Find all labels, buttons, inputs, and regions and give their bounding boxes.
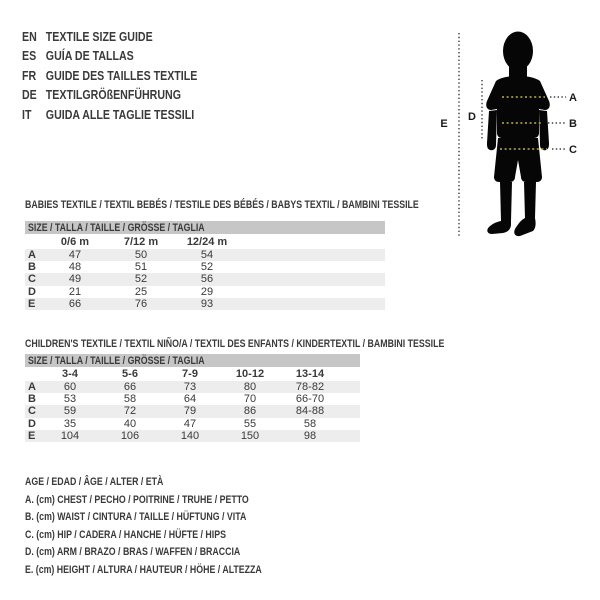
language-code: FR [22, 68, 37, 83]
table-cell: 104 [60, 429, 80, 442]
table-cell: 52 [134, 273, 148, 286]
table-cell: 58 [303, 417, 317, 430]
table-cell: 51 [134, 261, 148, 274]
column-header: 7/12 m [123, 235, 159, 248]
table-cell: 86 [243, 405, 257, 418]
column-header: 12/24 m [186, 235, 228, 248]
row-cells [42, 286, 240, 298]
babies-size-header-bar [25, 221, 385, 234]
children-size-header-text: SIZE / TALLA / TAILLE / GRÖSSE / TAGLIA [28, 354, 205, 367]
legend-line: A. (cm) CHEST / PECHO / POITRINE / TRUHE / PETTO [25, 493, 249, 506]
language-code: EN [22, 30, 37, 44]
row-label: B [28, 261, 36, 274]
table-cell: 29 [200, 285, 214, 298]
table-cell: 66 [123, 381, 137, 394]
table-cell: 60 [63, 381, 77, 394]
language-row [22, 67, 197, 86]
row-cells [42, 298, 240, 310]
row-cells [40, 430, 340, 442]
table-cell: 56 [200, 273, 214, 286]
legend-line: D. (cm) ARM / BRAZO / BRAS / WAFFEN / BRACCIA [25, 546, 241, 558]
row-label: A [28, 249, 36, 262]
table-cell: 66-70 [295, 393, 325, 406]
table-cell: 47 [68, 249, 82, 262]
children-size-header-bar [25, 354, 360, 367]
language-label: TEXTILE SIZE GUIDE [45, 30, 153, 44]
language-label: GUIDE DES TAILLES TEXTILE [45, 68, 198, 83]
table-cell: 54 [200, 249, 214, 262]
table-cell: 79 [183, 405, 197, 418]
language-row [22, 47, 197, 66]
language-label: TEXTILGRÖßENFÜHRUNG [45, 88, 181, 103]
babies-column-headers [25, 235, 385, 248]
row-cells [40, 381, 340, 393]
table-cell: 84-88 [295, 405, 325, 418]
diagram-label-e: E [440, 118, 448, 130]
language-code: DE [22, 88, 37, 103]
table-cell: 93 [200, 297, 214, 310]
table-cell: 52 [200, 261, 214, 274]
table-cell: 48 [68, 261, 82, 274]
table-cell: 35 [63, 417, 77, 430]
table-row [25, 418, 360, 430]
row-cells [42, 261, 240, 273]
table-row [25, 430, 360, 442]
table-cell: 98 [303, 429, 317, 442]
table-cell: 106 [120, 429, 140, 442]
table-cell: 21 [68, 285, 82, 298]
row-cells [40, 393, 340, 405]
legend-line: E. (cm) HEIGHT / ALTURA / HAUTEUR / HÖHE / ALTEZZA [25, 563, 262, 576]
row-label: A [28, 381, 36, 394]
row-cells [42, 249, 240, 261]
row-cells [40, 405, 340, 417]
column-header: 13-14 [295, 367, 325, 380]
measurement-diagram [430, 25, 600, 245]
column-header: 3-4 [62, 367, 78, 380]
row-label: C [28, 405, 36, 418]
diagram-label-d: D [468, 111, 476, 123]
table-row [25, 273, 385, 285]
measurement-legend [25, 474, 321, 579]
babies-table-title: BABIES TEXTILE / TEXTIL BEBÉS / TESTILE DES BÉBÉS / BABYS TEXTIL / BAMBINI TESSILE [25, 199, 419, 211]
table-cell: 66 [68, 297, 82, 310]
diagram-label-b: B [569, 118, 577, 130]
column-header: 7-9 [182, 367, 198, 380]
table-cell: 80 [243, 381, 257, 394]
column-header: 0/6 m [60, 235, 90, 248]
table-cell: 59 [63, 405, 77, 418]
table-cell: 55 [243, 417, 257, 430]
diagram-label-c: C [569, 144, 577, 156]
table-cell: 72 [123, 405, 137, 418]
row-label: D [28, 417, 36, 430]
children-column-headers [25, 367, 360, 380]
column-header: 5-6 [122, 367, 138, 380]
table-row [25, 261, 385, 273]
language-label: GUÍA DE TALLAS [45, 49, 134, 64]
legend-line: C. (cm) HIP / CADERA / HANCHE / HÜFTE / HIPS [25, 528, 226, 541]
table-cell: 50 [134, 249, 148, 262]
babies-size-header-text: SIZE / TALLA / TAILLE / GRÖSSE / TAGLIA [28, 221, 205, 234]
legend-line: AGE / EDAD / ÂGE / ALTER / ETÀ [25, 476, 164, 488]
language-list [22, 28, 228, 125]
language-code: ES [22, 49, 37, 64]
babies-table-rows [25, 249, 385, 310]
language-row [22, 86, 197, 105]
table-cell: 70 [243, 393, 257, 406]
column-header: 10-12 [235, 367, 265, 380]
table-row [25, 286, 385, 298]
child-silhouette-icon [486, 32, 550, 237]
table-cell: 53 [63, 393, 77, 406]
table-cell: 150 [240, 429, 260, 442]
table-row [25, 381, 360, 393]
language-code: IT [22, 107, 32, 122]
table-cell: 25 [134, 285, 148, 298]
language-label: GUIDA ALLE TAGLIE TESSILI [45, 107, 195, 122]
table-cell: 140 [180, 429, 200, 442]
table-cell: 40 [123, 417, 137, 430]
row-label: E [28, 297, 36, 310]
language-row [22, 106, 197, 125]
table-cell: 47 [183, 417, 197, 430]
row-cells [40, 418, 340, 430]
table-cell: 73 [183, 381, 197, 394]
children-table-rows [25, 381, 360, 442]
row-cells [42, 273, 240, 285]
table-cell: 64 [183, 393, 197, 406]
table-cell: 49 [68, 273, 82, 286]
row-label: D [28, 285, 36, 298]
table-row [25, 249, 385, 261]
table-cell: 58 [123, 393, 137, 406]
table-cell: 76 [134, 297, 148, 310]
legend-line: B. (cm) WAIST / CINTURA / TAILLE / HÜFTUNG / VITA [25, 511, 247, 523]
diagram-label-a: A [569, 92, 577, 104]
table-cell: 78-82 [295, 381, 325, 394]
row-label: B [28, 393, 36, 406]
children-table-title: CHILDREN'S TEXTILE / TEXTIL NIÑO/A / TEXTIL DES ENFANTS / KINDERTEXTIL / BAMBINI TESSILE [25, 338, 445, 350]
row-label: C [28, 273, 36, 286]
table-row [25, 405, 360, 417]
table-row [25, 298, 385, 310]
table-row [25, 393, 360, 405]
language-row [22, 28, 197, 47]
row-label: E [28, 429, 36, 442]
